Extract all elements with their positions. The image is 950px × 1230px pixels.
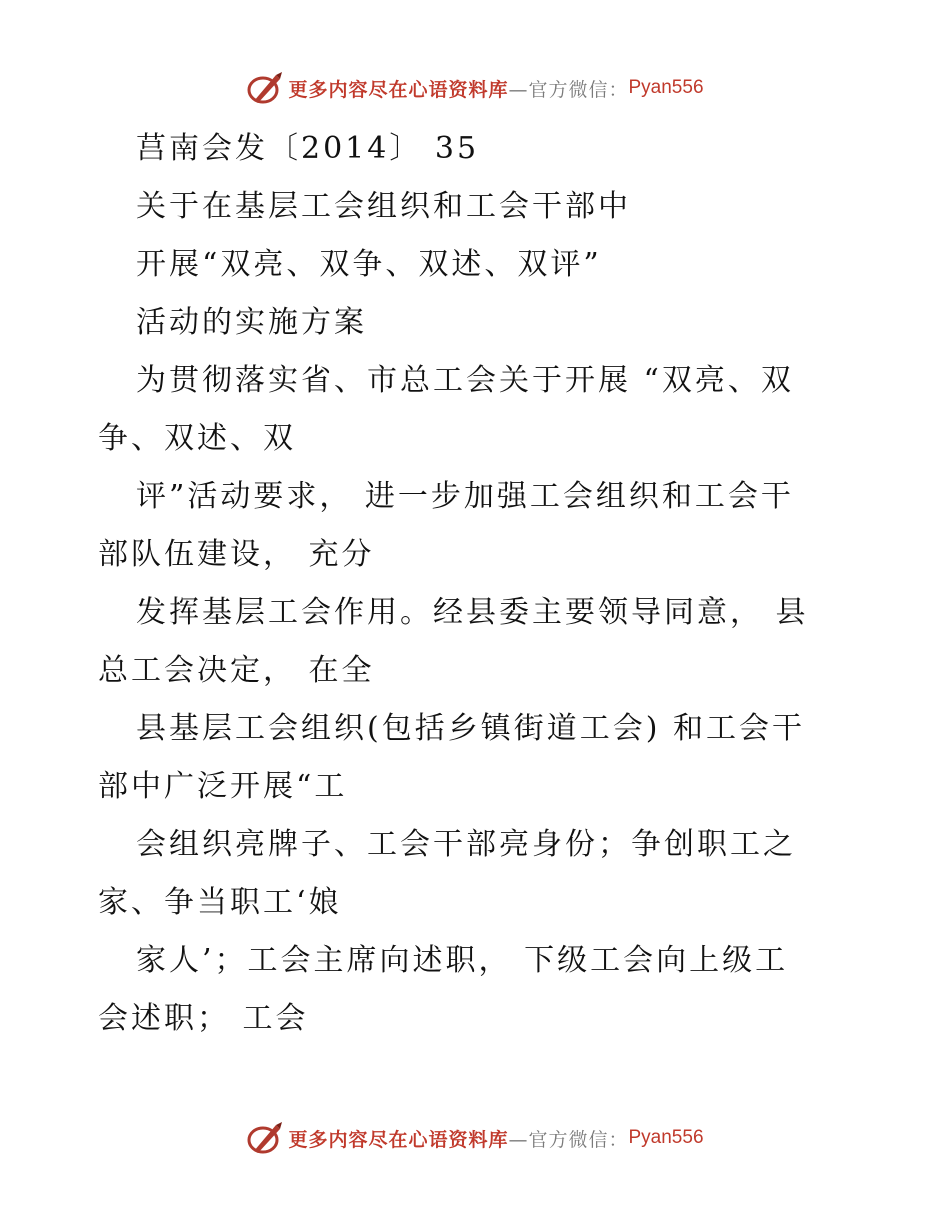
watermark-main-text: 更多内容尽在心语资料库	[288, 78, 509, 101]
body-line: 会述职； 工会	[98, 1001, 309, 1036]
document-body	[98, 120, 858, 1048]
watermark-main-text: 更多内容尽在心语资料库	[288, 1128, 509, 1151]
footer-watermark	[0, 1118, 950, 1158]
doc-title-line-3: 活动的实施方案	[136, 305, 367, 340]
watermark-wechat-id: Pyan556	[628, 77, 704, 98]
body-line: 为贯彻落实省、市总工会关于开展 “双亮、双	[136, 363, 794, 398]
body-line: 县基层工会组织(包括乡镇街道工会) 和工会干	[136, 711, 805, 746]
body-line: 发挥基层工会作用。经县委主要领导同意， 县	[136, 595, 809, 630]
watermark-wechat-id: Pyan556	[628, 1127, 704, 1148]
body-line: 家、争当职工‘娘	[98, 885, 342, 920]
header-watermark	[0, 68, 950, 108]
doc-title-line-2: 开展“双亮、双争、双述、双评”	[136, 247, 602, 282]
quill-logo-icon	[246, 1121, 284, 1155]
quill-logo-icon	[246, 71, 284, 105]
body-line: 总工会决定， 在全	[98, 653, 375, 688]
body-line: 评”活动要求， 进一步加强工会组织和工会干	[136, 479, 794, 514]
body-line: 家人’；工会主席向述职， 下级工会向上级工	[136, 943, 789, 978]
doc-title-line-1: 关于在基层工会组织和工会干部中	[136, 189, 631, 224]
doc-number: 莒南会发〔2014〕 35	[136, 131, 480, 166]
body-line: 会组织亮牌子、工会干部亮身份；争创职工之	[136, 827, 796, 862]
watermark-sub-text: —官方微信：	[508, 78, 629, 101]
watermark-sub-text: —官方微信：	[508, 1128, 629, 1151]
body-line: 争、双述、双	[98, 421, 296, 456]
body-line: 部队伍建设， 充分	[98, 537, 375, 572]
body-line: 部中广泛开展“工	[98, 769, 348, 804]
